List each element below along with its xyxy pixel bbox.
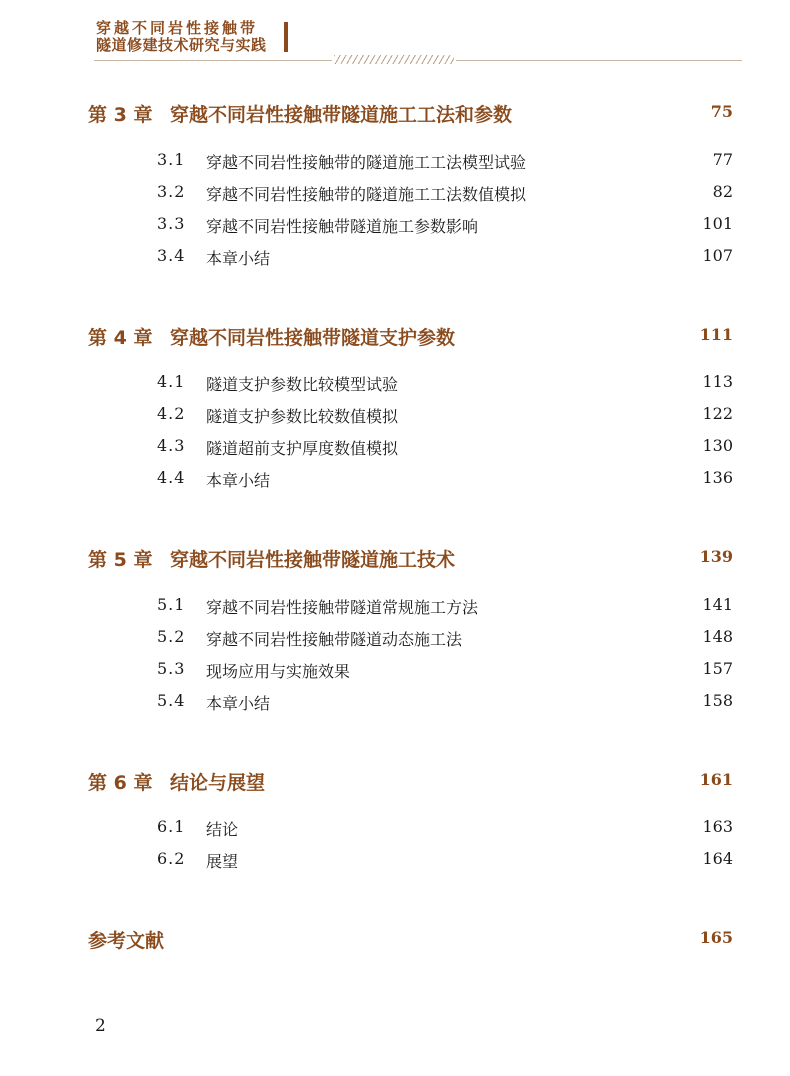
- section-title: 穿越不同岩性接触带隧道施工参数影响: [206, 217, 479, 236]
- chapter-label: 第 5 章: [88, 549, 153, 571]
- section-title: 穿越不同岩性接触带隧道常规施工方法: [206, 598, 479, 617]
- section-title: 结论: [206, 820, 239, 839]
- toc-section-3-4[interactable]: [157, 246, 733, 270]
- section-page-number: 113: [702, 372, 733, 391]
- toc-chapter-4[interactable]: [88, 323, 733, 351]
- chapter-label: 第 4 章: [88, 327, 153, 349]
- section-number: 5.2: [157, 627, 186, 646]
- section-number: 4.2: [157, 404, 186, 423]
- toc-section-5-1[interactable]: [157, 595, 733, 619]
- references-page-number: 165: [699, 928, 733, 947]
- section-title: 本章小结: [206, 249, 271, 268]
- section-page-number: 82: [712, 182, 733, 201]
- toc-section-3-2[interactable]: [157, 182, 733, 206]
- section-page-number: 107: [702, 246, 733, 265]
- toc-section-6-2[interactable]: [157, 849, 733, 873]
- section-number: 4.1: [157, 372, 186, 391]
- section-number: 5.4: [157, 691, 186, 710]
- section-page-number: 158: [702, 691, 733, 710]
- section-title: 穿越不同岩性接触带的隧道施工工法数值模拟: [206, 185, 527, 204]
- toc-section-4-4[interactable]: [157, 468, 733, 492]
- section-number: 4.4: [157, 468, 186, 487]
- toc-section-4-3[interactable]: [157, 436, 733, 460]
- header-rule-left: [94, 60, 332, 61]
- book-title-line2: 隧道修建技术研究与实践: [96, 36, 267, 54]
- section-title: 隧道支护参数比较数值模拟: [206, 407, 399, 426]
- toc-chapter-6[interactable]: [88, 768, 733, 796]
- section-page-number: 164: [702, 849, 733, 868]
- toc-references[interactable]: [88, 926, 733, 954]
- header-hatch-ornament: [334, 55, 454, 64]
- running-header: [0, 0, 790, 70]
- toc-section-5-4[interactable]: [157, 691, 733, 715]
- section-number: 6.1: [157, 817, 186, 836]
- section-number: 3.2: [157, 182, 186, 201]
- section-page-number: 163: [702, 817, 733, 836]
- chapter-title: 穿越不同岩性接触带隧道施工技术: [170, 549, 456, 571]
- section-page-number: 157: [702, 659, 733, 678]
- section-title: 展望: [206, 852, 239, 871]
- section-title: 隧道超前支护厚度数值模拟: [206, 439, 399, 458]
- section-page-number: 122: [702, 404, 733, 423]
- section-page-number: 77: [712, 150, 733, 169]
- section-title: 本章小结: [206, 694, 271, 713]
- chapter-label: 第 6 章: [88, 772, 153, 794]
- section-number: 3.3: [157, 214, 186, 233]
- references-title: 参考文献: [88, 930, 165, 952]
- chapter-title: 穿越不同岩性接触带隧道施工工法和参数: [170, 104, 513, 126]
- section-number: 4.3: [157, 436, 186, 455]
- toc-section-4-2[interactable]: [157, 404, 733, 428]
- section-number: 6.2: [157, 849, 186, 868]
- section-title: 隧道支护参数比较模型试验: [206, 375, 399, 394]
- page-folio-number: 2: [95, 1016, 106, 1036]
- section-page-number: 101: [702, 214, 733, 233]
- section-title: 穿越不同岩性接触带隧道动态施工法: [206, 630, 463, 649]
- book-title-line1: 穿越不同岩性接触带: [96, 19, 259, 37]
- section-number: 5.3: [157, 659, 186, 678]
- section-title: 穿越不同岩性接触带的隧道施工工法模型试验: [206, 153, 527, 172]
- chapter-page-number: 139: [699, 547, 733, 566]
- toc-section-5-2[interactable]: [157, 627, 733, 651]
- toc-section-4-1[interactable]: [157, 372, 733, 396]
- book-title: [96, 20, 267, 54]
- toc-section-6-1[interactable]: [157, 817, 733, 841]
- chapter-label: 第 3 章: [88, 104, 153, 126]
- section-page-number: 130: [702, 436, 733, 455]
- toc-section-5-3[interactable]: [157, 659, 733, 683]
- chapter-title: 结论与展望: [170, 772, 266, 794]
- chapter-page-number: 111: [699, 325, 733, 344]
- toc-section-3-3[interactable]: [157, 214, 733, 238]
- chapter-title: 穿越不同岩性接触带隧道支护参数: [170, 327, 456, 349]
- section-title: 本章小结: [206, 471, 271, 490]
- section-page-number: 141: [702, 595, 733, 614]
- toc-section-3-1[interactable]: [157, 150, 733, 174]
- section-number: 3.1: [157, 150, 186, 169]
- title-accent-bar: [284, 22, 288, 52]
- section-page-number: 148: [702, 627, 733, 646]
- header-rule-right: [456, 60, 742, 61]
- section-page-number: 136: [702, 468, 733, 487]
- section-number: 5.1: [157, 595, 186, 614]
- toc-chapter-5[interactable]: [88, 545, 733, 573]
- section-number: 3.4: [157, 246, 186, 265]
- section-title: 现场应用与实施效果: [206, 662, 351, 681]
- chapter-page-number: 161: [699, 770, 733, 789]
- toc-chapter-3[interactable]: [88, 100, 733, 128]
- chapter-page-number: 75: [710, 102, 733, 121]
